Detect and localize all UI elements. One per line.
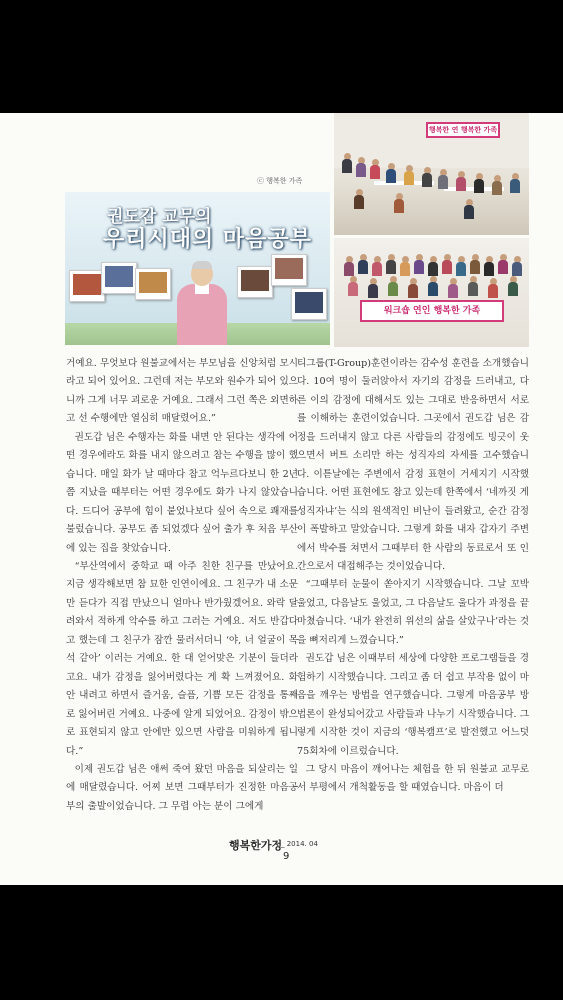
paragraph: 거예요. 무엇보다 원불교에서는 부모님을 신앙처럼 모시라고 되어 있어요. 그런데 저는 부모와 원수가 되어 있으니까 그게 너무 괴로운 거예요. 그래서 그런 쪽은 외면하고 선 수행에만 열심히 매달렸어요.”	[66, 358, 298, 425]
paragraph: “그때부터 눈물이 쏟아지기 시작했습니다. 그날 꼬박 울었고, 다음날도 울었고, 그 다음날도 울다가 과정을 끝마쳤습니다. ‘내가 완전히 위선의 삶을 살았구나’라는 것을 뼈저리게 느꼈습니다.”	[297, 579, 529, 646]
magazine-logo: 행복한가정	[229, 839, 283, 852]
banner-subtitle: 권도갑 교무의	[107, 207, 212, 227]
page-number: 9	[283, 851, 290, 862]
photo-group	[334, 238, 529, 347]
paragraph: 권도갑 님은 이때부터 세상에 다양한 프로그램들을 경험하기 시작했습니다. 그리고 좀 더 쉽고 부작용 없이 마음을 깨우는 방법을 연구했습니다. 그렇게 마음공부 방법론이 완성되어갔고 사람들과 나누기 시작했습니다. 그렇게 시작한 것이 지금의 ‘행복캠프’로 발전했고 어느덧 75회차에 이르렀습니다.	[297, 653, 529, 757]
photo-top-sign: 행복한 연 행복한 가족	[426, 122, 500, 138]
banner-title: 우리시대의 마음공부	[103, 227, 312, 252]
photo-bottom-sign: 워크숍 연인 행복한 가족	[360, 300, 504, 322]
paragraph: 그 당시 마음이 깨어나는 체험을 한 뒤 원불교 교무로서 부평에서 개척활동을 할 때였습니다. 마음이 더	[297, 763, 529, 794]
paragraph: 티그룹(T-Group)훈련이라는 감수성 훈련을 소개했습니다. 10여 명이 둘러앉아서 자기의 감정을 드러내고, 다른 이의 감정에 대해서도 있는 그대로 반응하면서 서로를 이해하는 훈련이었습니다. 그곳에서 권도갑 님은 감정을 드러내지 않고 다른 사람들의 감정에도 빙긋이 웃으면서 버트 소리만 하는 성직자의 자세를 고수했습니다. 이튿날에는 주변에서 감정 표현이 거세지기 시작했습니다. 어떤 표현에도 참고 있는데 한쪽에서 ‘네까짓 게 성직자냐’는 식의 원색적인 비난이 들려왔고, 순간 감정이 폭발하고 말았습니다. 그렇게 화를 내자 갑자기 주변에서 박수를 쳐면서 그때부터 한 사람의 동료로서 또 인간으로서 대접해주는 것이었습니다.	[297, 358, 529, 572]
paragraph: 이제 권도갑 님은 애써 죽여 왔던 마음을 되살리는 일에 매달렸습니다. 어찌 보면 그때부터가 진정한 마음공부의 출발이었습니다. 그 무렵 아는 분이 그에게	[66, 763, 298, 812]
issue-date: _ 2014. 04	[281, 840, 318, 848]
article-banner	[65, 192, 330, 345]
article-column-left	[66, 355, 298, 816]
paragraph: “부산역에서 중학교 때 아주 친한 친구를 만났어요. 지금 생각해보면 참 묘한 인연이에요. 그 친구가 내 소문만 듣다가 직접 만났으니 얼마나 반가웠겠어요. 와락 달려와서 적하게 악수를 하고 그러는 거예요. 저도 반갑다고 했는데 그 친구가 잠깐 물러서더니 ‘야, 너 얼굴이 목석 같아’ 이러는 거예요. 한 대 얻어맞은 기분이 들더라고요. 내가 감정을 잃어버렸다는 게 확 느껴졌어요. 화 안 내려고 하면서 즐거움, 슬픔, 기쁨 모든 감정을 통째로 잃어버린 거예요. 나중에 알게 되었어요. 감정이 밖으로 표현되지 않고 안에만 있으면 사람을 미워하게 됩니다.”	[66, 560, 298, 757]
article-column-right	[297, 355, 529, 798]
photo-credit: ⓒ 행복한 가족	[257, 177, 303, 185]
photo-classroom	[334, 113, 529, 235]
paragraph: 권도갑 님은 수행자는 화를 내면 안 된다는 생각에 어떤 경우에라도 화를 내지 않으려고 참는 수행을 많이 했습니다. 매일 화가 날 때마다 참고 억누르다보니 한 2년쯤 지났을 때부터는 어떤 경우에도 화가 나지 않았습니다. 드디어 공부에 힘이 붙었나보다 싶어 속으로 쾌재를 불렀습니다. 공부도 좀 되었겠다 싶어 출가 후 처음 부산에 있는 집을 찾았습니다.	[66, 431, 298, 554]
speaker-figure	[173, 262, 233, 345]
